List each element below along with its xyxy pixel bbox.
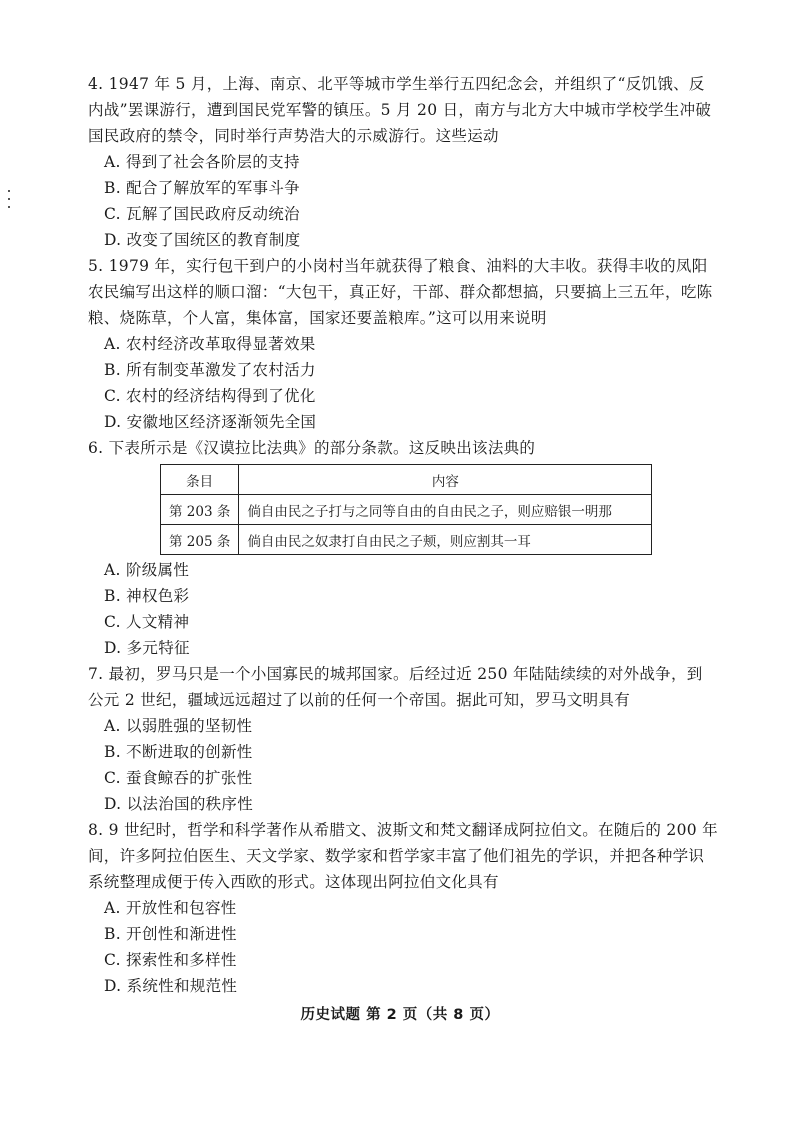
question-8-option-b: B. 开创性和渐进性 bbox=[104, 925, 237, 943]
binding-marks bbox=[8, 190, 11, 212]
question-5-option-c: C. 农村的经济结构得到了优化 bbox=[104, 387, 316, 405]
question-5-option-d: D. 安徽地区经济逐渐领先全国 bbox=[104, 413, 317, 431]
question-7-option-c: C. 蚕食鲸吞的扩张性 bbox=[104, 769, 253, 787]
question-8-option-a: A. 开放性和包容性 bbox=[104, 899, 237, 917]
question-4-option-a: A. 得到了社会各阶层的支持 bbox=[104, 153, 300, 171]
question-7-stem: 7. 最初，罗马只是一个小国寡民的城邦国家。后经过近 250 年陆陆续续的对外战争，到公元 2 世纪，疆域远远超过了以前的任何一个帝国。据此可知，罗马文明具有 bbox=[88, 665, 703, 709]
question-5-option-a: A. 农村经济改革取得显著效果 bbox=[104, 335, 316, 353]
question-4-option-d: D. 改变了国统区的教育制度 bbox=[104, 231, 301, 249]
question-6-stem: 6. 下表所示是《汉谟拉比法典》的部分条款。这反映出该法典的 bbox=[88, 439, 536, 457]
table-header-row bbox=[161, 465, 652, 495]
question-7-option-d: D. 以法治国的秩序性 bbox=[104, 795, 254, 813]
question-6-option-a: A. 阶级属性 bbox=[104, 561, 190, 579]
question-4-stem: 4. 1947 年 5 月，上海、南京、北平等城市学生举行五四纪念会，并组织了“反饥饿、反内战”罢课游行，遭到国民党军警的镇压。5 月 20 日，南方与北方大中城市学校学生冲破国民政府的禁令，同时举行声势浩大的示威游行。这些运动 bbox=[88, 75, 712, 145]
question-6-option-b: B. 神权色彩 bbox=[104, 587, 190, 605]
question-6-option-d: D. 多元特征 bbox=[104, 639, 190, 657]
page-footer: 历史试题 第 2 页（共 8 页） bbox=[300, 1007, 500, 1023]
question-6-option-c: C. 人文精神 bbox=[104, 613, 190, 631]
table-cell-article: 第 205 条 bbox=[161, 525, 239, 555]
table-row bbox=[161, 525, 652, 555]
question-4-option-b: B. 配合了解放军的军事斗争 bbox=[104, 179, 300, 197]
table-header-article: 条目 bbox=[161, 465, 239, 495]
table-header-content: 内容 bbox=[239, 465, 652, 495]
question-8-option-d: D. 系统性和规范性 bbox=[104, 977, 238, 995]
table-row bbox=[161, 495, 652, 525]
table-cell-article: 第 203 条 bbox=[161, 495, 239, 525]
question-8-option-c: C. 探索性和多样性 bbox=[104, 951, 237, 969]
question-7-option-a: A. 以弱胜强的坚韧性 bbox=[104, 717, 253, 735]
question-5-stem: 5. 1979 年，实行包干到户的小岗村当年就获得了粮食、油料的大丰收。获得丰收的凤阳农民编写出这样的顺口溜：“大包干，真正好，干部、群众都想搞，只要搞上三五年，吃陈粮、烧陈草，个人富，集体富，国家还要盖粮库。”这可以用来说明 bbox=[88, 257, 713, 327]
question-5-option-b: B. 所有制变革激发了农村活力 bbox=[104, 361, 316, 379]
table-cell-content: 倘自由民之子打与之同等自由的自由民之子，则应赔银一明那 bbox=[239, 495, 652, 525]
law-table bbox=[160, 464, 652, 555]
table-cell-content: 倘自由民之奴隶打自由民之子颊，则应割其一耳 bbox=[239, 525, 652, 555]
question-8-stem: 8. 9 世纪时，哲学和科学著作从希腊文、波斯文和梵文翻译成阿拉伯文。在随后的 200 年间，许多阿拉伯医生、天文学家、数学家和哲学家丰富了他们祖先的学识，并把各种学识系统整理成便于传入西欧的形式。这体现出阿拉伯文化具有 bbox=[88, 821, 718, 891]
question-7-option-b: B. 不断进取的创新性 bbox=[104, 743, 253, 761]
question-4-option-c: C. 瓦解了国民政府反动统治 bbox=[104, 205, 300, 223]
